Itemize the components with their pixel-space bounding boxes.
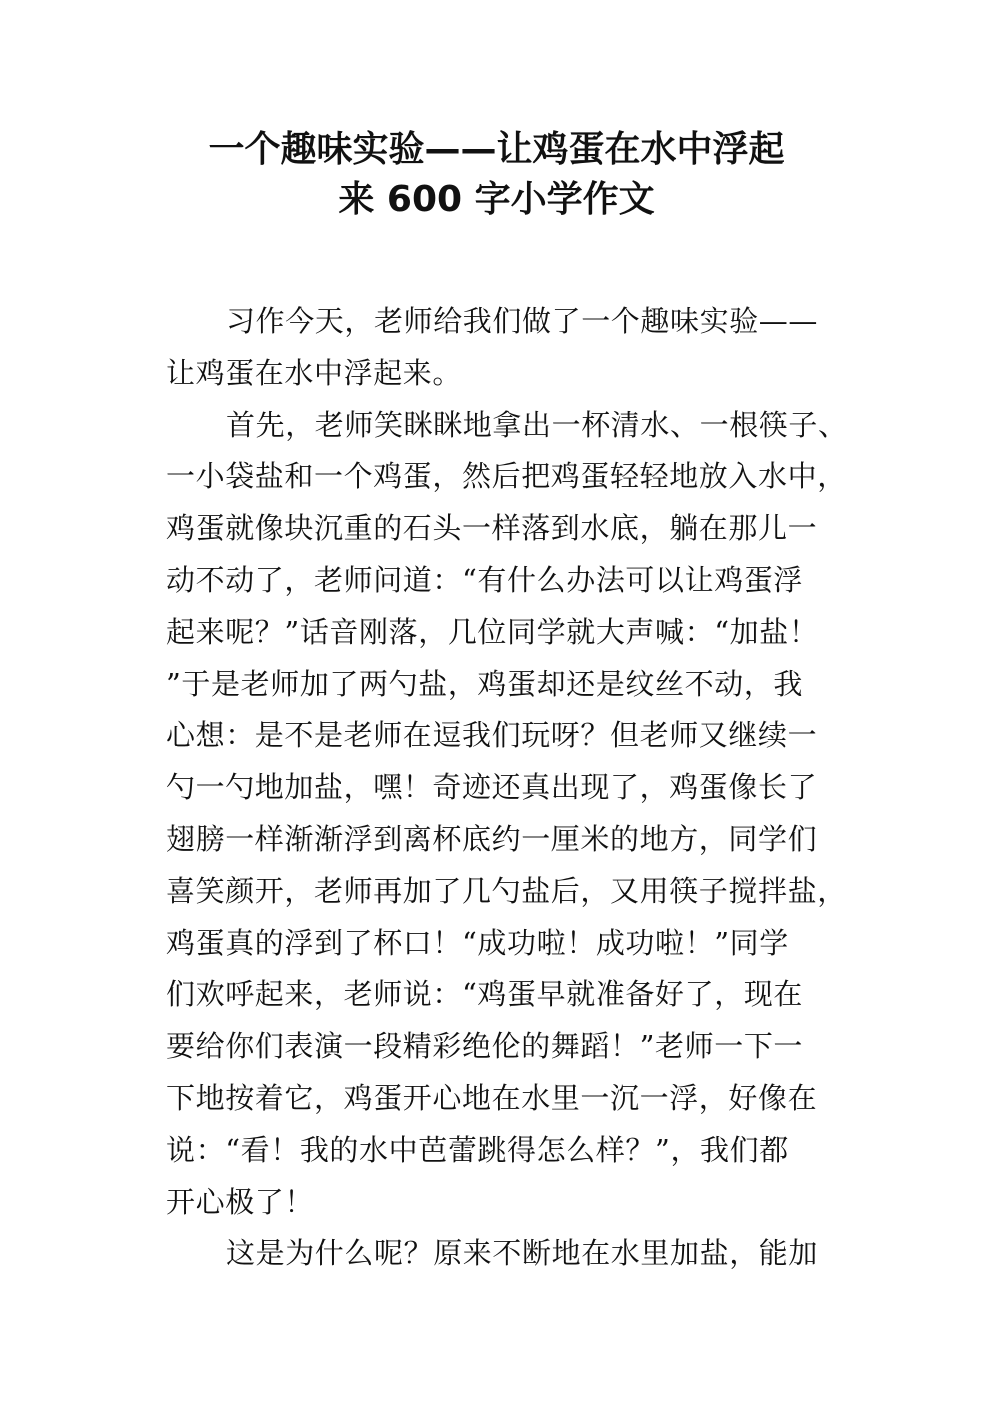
body-line: 首先，老师笑眯眯地拿出一杯清水、一根筷子、 [226, 407, 848, 442]
title-line-2: 来 600 字小学作文 [338, 179, 655, 220]
body-line: 们欢呼起来，老师说：“鸡蛋早就准备好了，现在 [166, 977, 804, 1012]
body-line: 翅膀一样渐渐浮到离杯底约一厘米的地方，同学们 [166, 822, 818, 856]
body-line: 鸡蛋就像块沉重的石头一样落到水底，躺在那儿一 [166, 511, 818, 546]
body-line: 喜笑颜开，老师再加了几勺盐后，又用筷子搅拌盐， [166, 873, 847, 908]
body-line: 下地按着它，鸡蛋开心地在水里一沉一浮，好像在 [166, 1081, 818, 1115]
body-line: 习作今天，老师给我们做了一个趣味实验—— [226, 304, 819, 338]
body-line: 动不动了，老师问道：“有什么办法可以让鸡蛋浮 [166, 563, 804, 597]
body-line: 开心极了！ [166, 1184, 315, 1219]
body-line: 让鸡蛋在水中浮起来。 [166, 355, 463, 390]
body-line: 要给你们表演一段精彩绝伦的舞蹈！”老师一下一 [166, 1029, 804, 1064]
body-line: 这是为什么呢？原来不断地在水里加盐，能加 [226, 1236, 819, 1271]
body-line: 一小袋盐和一个鸡蛋，然后把鸡蛋轻轻地放入水中， [166, 459, 847, 494]
body-line: 勺一勺地加盐，嘿！奇迹还真出现了，鸡蛋像长了 [166, 770, 818, 805]
body-line: 鸡蛋真的浮到了杯口！“成功啦！成功啦！”同学 [166, 925, 789, 960]
body-line: 心想：是不是老师在逗我们玩呀？但老师又继续一 [166, 718, 818, 753]
body-line: 起来呢？”话音刚落，几位同学就大声喊：“加盐！ [166, 614, 819, 649]
title-line-1: 一个趣味实验——让鸡蛋在水中浮起 [208, 129, 785, 170]
body-line: ”于是老师加了两勺盐，鸡蛋却还是纹丝不动，我 [166, 666, 804, 701]
body-line: 说：“看！我的水中芭蕾跳得怎么样？”，我们都 [166, 1132, 789, 1167]
